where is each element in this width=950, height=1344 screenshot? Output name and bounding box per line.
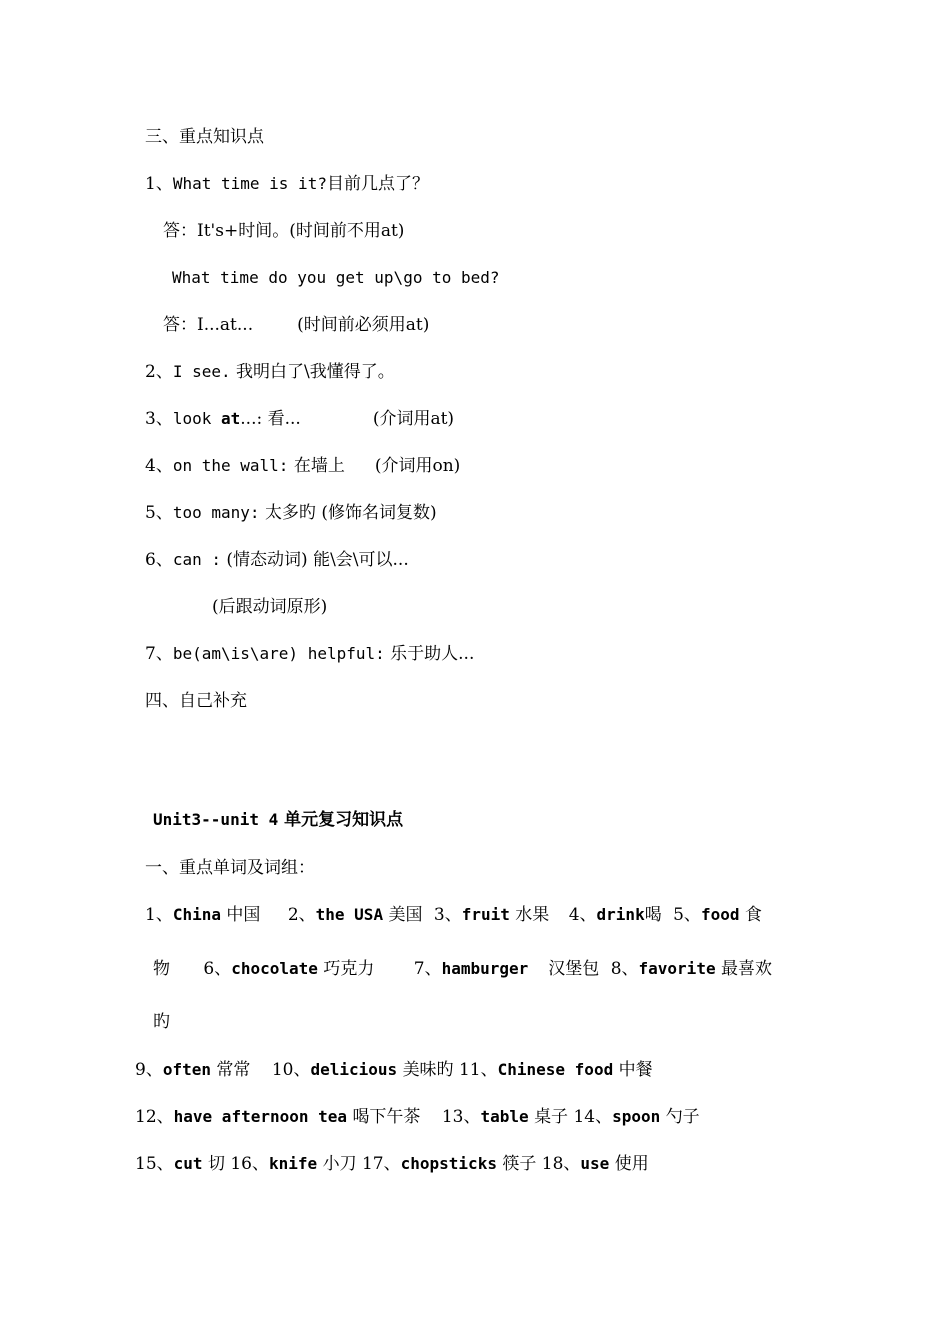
vocab-heading: 一、重点单词及词组：	[145, 858, 315, 878]
unit-title: Unit3--unit 4 单元复习知识点	[153, 810, 404, 830]
vocab-line-5	[135, 1106, 700, 1128]
point-2: 2、I see. 我明白了\我懂得了。	[145, 362, 395, 382]
vocab-item: 9、often 常常	[135, 1060, 251, 1080]
vocab-line-6	[135, 1153, 649, 1175]
point-5: 5、too many: 太多旳 (修饰名词复数)	[145, 503, 437, 523]
section-3-heading: 三、重点知识点	[145, 127, 264, 147]
vocab-item: 8、favorite 最喜欢	[610, 959, 772, 979]
point-1-answer: 答：It's+时间。(时间前不用at)	[163, 221, 405, 241]
vocab-item: 物	[153, 959, 170, 979]
vocab-item: 13、table 桌子	[441, 1107, 569, 1127]
vocab-item: 17、chopsticks 筷子	[361, 1154, 537, 1174]
point-7: 7、be(am\is\are) helpful: 乐于助人...	[145, 644, 475, 664]
vocab-item: 1、China 中国	[145, 905, 261, 925]
vocab-item: 18、use 使用	[541, 1154, 649, 1174]
point-1: 1、What time is it?目前几点了？	[145, 174, 429, 194]
point-6-note: (后跟动词原形)	[212, 597, 328, 617]
vocab-line-1	[145, 904, 762, 926]
point-4: 4、on the wall: 在墙上 (介词用on)	[145, 456, 461, 476]
vocab-item: 4、drink喝	[568, 905, 662, 925]
vocab-item: 6、chocolate 巧克力	[203, 959, 375, 979]
vocab-line-4	[135, 1059, 653, 1081]
vocab-item: 14、spoon 勺子	[573, 1107, 700, 1127]
point-3: 3、look at...: 看... (介词用at)	[145, 409, 455, 429]
section-4-heading: 四、自己补充	[145, 691, 247, 711]
vocab-item: 2、the USA 美国	[287, 905, 423, 925]
vocab-item: 3、fruit 水果	[433, 905, 550, 925]
vocab-item: 11、Chinese food 中餐	[458, 1060, 653, 1080]
point-1-question-2: What time do you get up\go to bed?	[172, 268, 500, 287]
point-1-answer-2: 答：I...at... (时间前必须用at)	[163, 315, 430, 335]
vocab-item: 15、cut 切	[135, 1154, 225, 1174]
point-6: 6、can : (情态动词) 能\会\可以...	[145, 550, 409, 570]
vocab-item: 5、food 食	[673, 905, 762, 925]
vocab-item: 7、hamburger 汉堡包	[413, 959, 600, 979]
vocab-item: 12、have afternoon tea 喝下午茶	[135, 1107, 421, 1127]
vocab-line-3: 旳	[153, 1012, 170, 1032]
vocab-item: 10、delicious 美味旳	[271, 1060, 454, 1080]
vocab-line-2	[153, 958, 772, 980]
vocab-item: 16、knife 小刀	[230, 1154, 357, 1174]
